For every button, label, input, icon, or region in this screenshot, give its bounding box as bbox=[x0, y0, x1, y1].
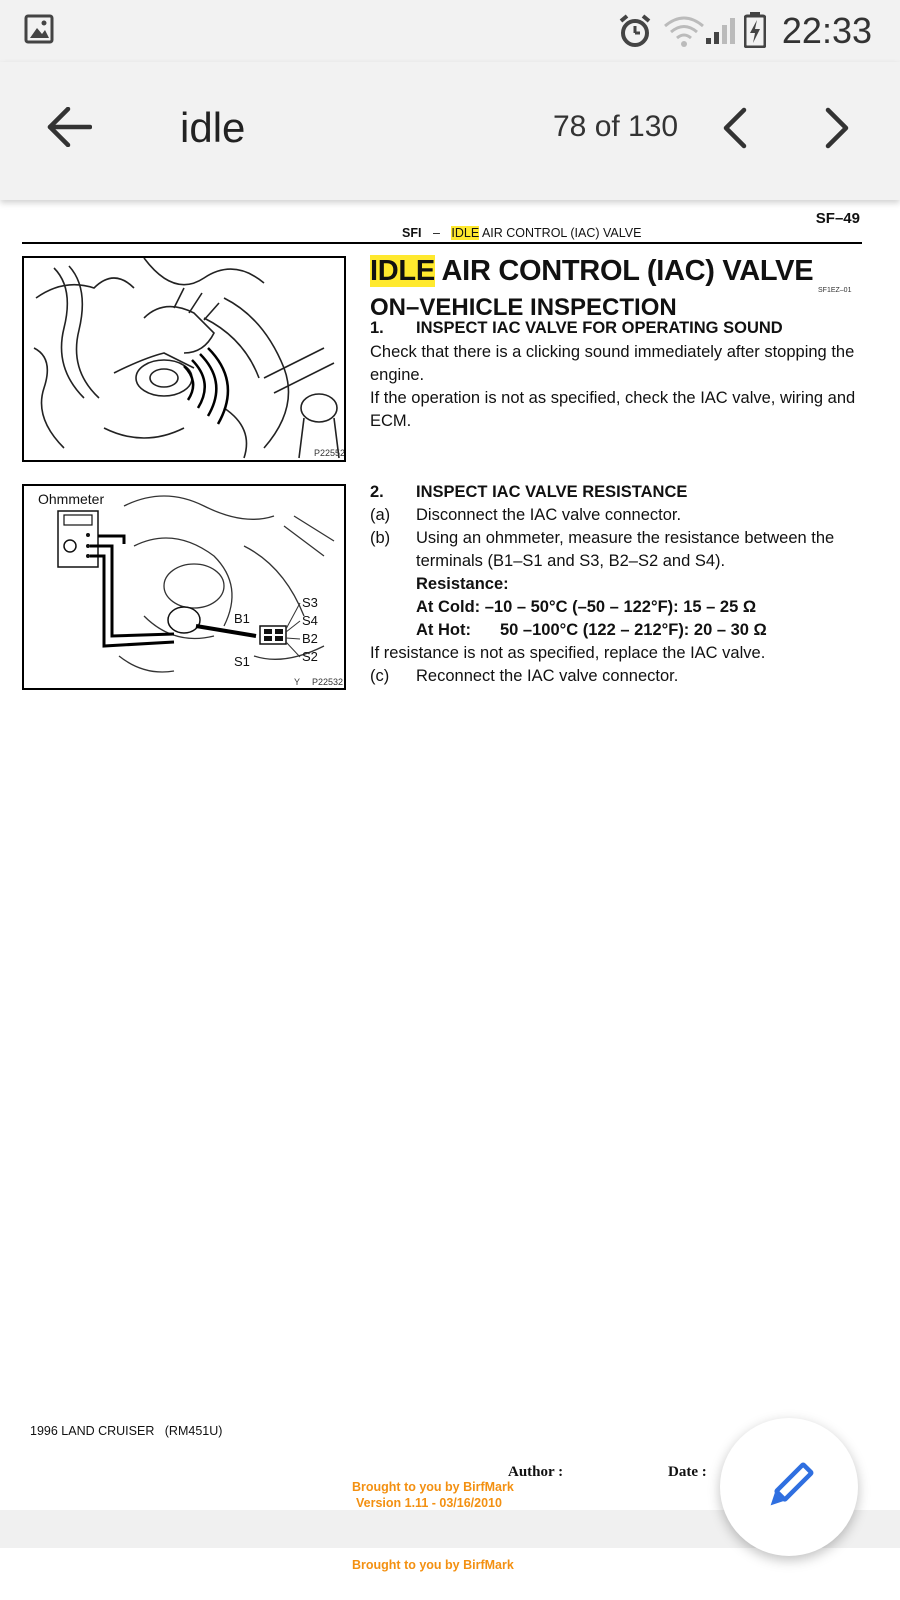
terminal-s3: S3 bbox=[302, 595, 318, 610]
date-label: Date : bbox=[668, 1464, 707, 1480]
clock: 22:33 bbox=[781, 10, 872, 51]
step-2b-text: Using an ohmmeter, measure the resistance between the terminals (B1–S1 and S3, B2–S2 and S4). bbox=[416, 529, 835, 570]
next-page-brand: Brought to you by BirfMark bbox=[352, 1558, 514, 1572]
step-1-heading: INSPECT IAC VALVE FOR OPERATING SOUND bbox=[416, 319, 783, 337]
step-2-number: 2. bbox=[370, 483, 384, 501]
figure-iac-valve-sound bbox=[22, 256, 346, 462]
running-head bbox=[402, 226, 641, 240]
step-2-note: If resistance is not as specified, replace the IAC valve. bbox=[370, 644, 766, 662]
gallery-notification-icon bbox=[24, 14, 54, 44]
ohmmeter-label: Ohmmeter bbox=[38, 491, 105, 507]
running-head-dash: – bbox=[432, 226, 440, 240]
step-1-heading-row bbox=[370, 317, 783, 340]
terminal-b2: B2 bbox=[302, 631, 318, 646]
alarm-icon bbox=[618, 14, 652, 48]
title-text: AIR CONTROL (IAC) VALVE bbox=[434, 255, 814, 287]
author-label: Author : bbox=[508, 1464, 564, 1480]
edit-fab-button[interactable] bbox=[720, 1418, 858, 1556]
wifi-icon bbox=[662, 14, 706, 48]
step-2c-text: Reconnect the IAC valve connector. bbox=[416, 667, 679, 685]
next-match-icon[interactable] bbox=[822, 107, 852, 149]
back-arrow-icon[interactable] bbox=[46, 107, 92, 147]
figure-ohmmeter-test bbox=[22, 484, 346, 690]
brand-line-1: Brought to you by BirfMark bbox=[352, 1480, 514, 1494]
hot-spec-row bbox=[416, 619, 767, 642]
section-title bbox=[370, 255, 813, 288]
running-head-title: AIR CONTROL (IAC) VALVE bbox=[479, 226, 642, 240]
ohmmeter-illustration bbox=[24, 486, 344, 688]
step-2b-label: (b) bbox=[370, 529, 391, 547]
terminal-s2: S2 bbox=[302, 649, 318, 664]
pencil-icon bbox=[761, 1459, 817, 1515]
figure-2-y-mark: Y bbox=[294, 677, 301, 687]
step-1-paragraph-1: Check that there is a clicking sound immediately after stopping the engine. bbox=[370, 343, 855, 384]
brand-version: Version 1.11 - 03/16/2010 bbox=[356, 1496, 502, 1510]
vehicle-model: 1996 LAND CRUISER (RM451U) bbox=[30, 1424, 223, 1438]
cold-label: At Cold: bbox=[416, 598, 481, 616]
search-app-bar bbox=[0, 62, 900, 200]
battery-charging-icon bbox=[744, 12, 766, 48]
hot-label: At Hot: bbox=[416, 621, 471, 639]
figure-2-code: P22532 bbox=[312, 677, 344, 687]
terminal-b1: B1 bbox=[234, 611, 250, 626]
hot-value: 50 –100°C (122 – 212°F): 20 – 30 Ω bbox=[500, 621, 767, 639]
document-page[interactable] bbox=[0, 200, 900, 1510]
step-2c-label: (c) bbox=[370, 667, 390, 685]
terminal-s4: S4 bbox=[302, 613, 318, 628]
terminal-s1: S1 bbox=[234, 654, 250, 669]
search-term[interactable]: idle bbox=[180, 104, 246, 151]
running-head-highlight: IDLE bbox=[451, 226, 480, 240]
resistance-label: Resistance: bbox=[416, 575, 509, 593]
step-2a-text: Disconnect the IAC valve connector. bbox=[416, 506, 682, 524]
header-rule bbox=[22, 242, 862, 244]
reference-code: SF1EZ–01 bbox=[818, 287, 852, 294]
figure-1-code: P22552 bbox=[314, 448, 344, 458]
section-subtitle: ON–VEHICLE INSPECTION bbox=[370, 294, 677, 321]
step-1-paragraph-2: If the operation is not as specified, check the IAC valve, wiring and ECM. bbox=[370, 389, 856, 430]
running-head-section: SFI bbox=[402, 226, 422, 240]
engine-hand-illustration bbox=[24, 258, 344, 460]
step-1-number: 1. bbox=[370, 319, 384, 337]
signal-icon bbox=[704, 16, 738, 46]
step-2-heading: INSPECT IAC VALVE RESISTANCE bbox=[416, 483, 688, 501]
title-highlight: IDLE bbox=[370, 255, 435, 287]
cold-spec-row bbox=[416, 596, 756, 619]
page-code: SF–49 bbox=[815, 210, 860, 227]
step-2a-label: (a) bbox=[370, 506, 391, 524]
status-bar bbox=[0, 0, 900, 62]
previous-match-icon[interactable] bbox=[720, 107, 750, 149]
cold-value: –10 – 50°C (–50 – 122°F): 15 – 25 Ω bbox=[484, 598, 757, 616]
match-counter: 78 of 130 bbox=[553, 110, 679, 143]
